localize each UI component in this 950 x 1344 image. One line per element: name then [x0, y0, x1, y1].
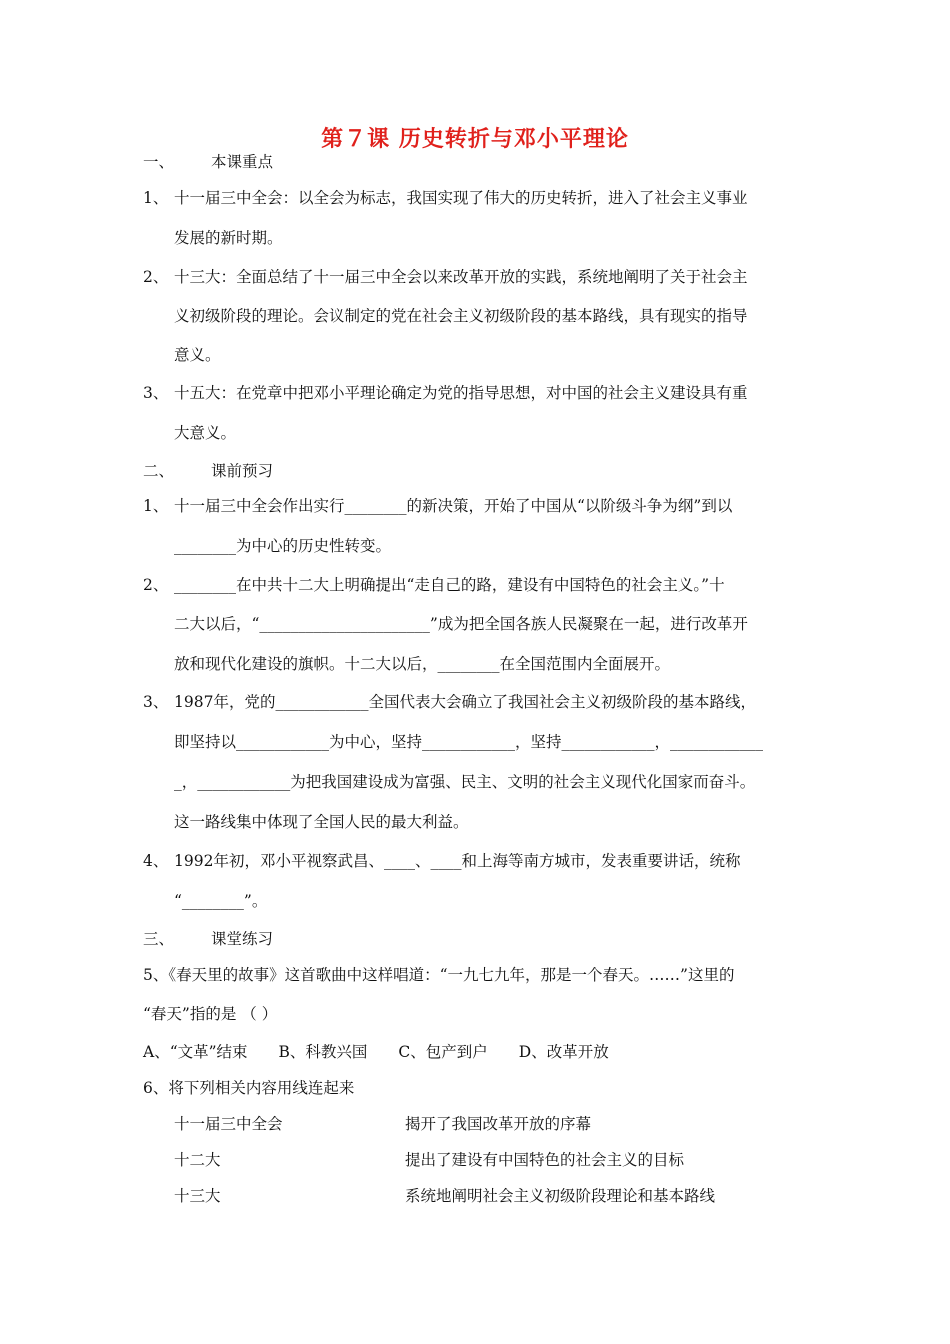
key-point-1-line-1: 1、 十一届三中全会：以全会为标志，我国实现了伟大的历史转折，进入了社会主义事业: [143, 189, 748, 207]
page-title: 第７课 历史转折与邓小平理论: [321, 126, 629, 152]
question-5-line-2: “春天”指的是 （ ）: [143, 1005, 278, 1023]
key-point-1-line-2: 发展的新时期。: [174, 229, 283, 247]
question-5-options: A、“文革”结束 B、科教兴国 C、包产到户 D、改革开放: [143, 1043, 609, 1061]
section-number: 三、: [143, 930, 175, 948]
key-point-2-line-3: 意义。: [174, 346, 221, 364]
key-point-2-line-2: 义初级阶段的理论。会议制定的党在社会主义初级阶段的基本路线，具有现实的指导: [174, 307, 748, 325]
key-point-3-line-2: 大意义。: [174, 424, 237, 442]
section-heading-preview: [143, 461, 273, 481]
preview-3-line-2: 即坚持以____________为中心，坚持____________，坚持____________，____________: [174, 733, 764, 751]
section-number: 一、: [143, 153, 175, 171]
preview-2-line-2: 二大以后，“______________________”成为把全国各族人民凝聚在一起，进行改革开: [174, 615, 748, 633]
question-5-line-1: 5、《春天里的故事》这首歌曲中这样唱道：“一九七九年，那是一个春天。……”这里的: [143, 966, 735, 984]
match-right-3: 系统地阐明社会主义初级阶段理论和基本路线: [405, 1187, 716, 1205]
match-left-1: 十一届三中全会: [174, 1115, 283, 1133]
match-left-3: 十三大: [174, 1187, 221, 1205]
section-label: 课堂练习: [211, 930, 274, 948]
key-point-2-line-1: 2、 十三大：全面总结了十一届三中全会以来改革开放的实践，系统地阐明了关于社会主: [143, 268, 748, 286]
preview-3-line-1: 3、 1987年，党的____________全国代表大会确立了我国社会主义初级阶段的基本路线，: [143, 693, 756, 711]
preview-3-line-4: 这一路线集中体现了全国人民的最大利益。: [174, 813, 469, 831]
match-right-1: 揭开了我国改革开放的序幕: [405, 1115, 592, 1133]
key-point-3-line-1: 3、 十五大：在党章中把邓小平理论确定为党的指导思想，对中国的社会主义建设具有重: [143, 384, 748, 402]
preview-2-line-3: 放和现代化建设的旗帜。十二大以后，________在全国范围内全面展开。: [174, 655, 671, 673]
question-6-title: 6、将下列相关内容用线连起来: [143, 1079, 355, 1097]
section-heading-practice: [143, 929, 273, 949]
preview-3-line-3: _，____________为把我国建设成为富强、民主、文明的社会主义现代化国家而奋斗。: [174, 773, 756, 791]
preview-4-line-1: 4、 1992年初，邓小平视察武昌、____、____和上海等南方城市，发表重要讲话，统称: [143, 852, 741, 870]
section-number: 二、: [143, 462, 175, 480]
section-heading-key-points: [143, 152, 273, 172]
section-label: 本课重点: [211, 153, 274, 171]
match-left-2: 十二大: [174, 1151, 221, 1169]
match-right-2: 提出了建设有中国特色的社会主义的目标: [405, 1151, 685, 1169]
preview-1-line-2: ________为中心的历史性转变。: [174, 537, 392, 555]
preview-1-line-1: 1、 十一届三中全会作出实行________的新决策，开始了中国从“以阶级斗争为纲”到以: [143, 497, 733, 515]
section-label: 课前预习: [211, 462, 274, 480]
preview-4-line-2: “________”。: [174, 892, 268, 910]
preview-2-line-1: 2、 ________在中共十二大上明确提出“走自己的路，建设有中国特色的社会主义。”十: [143, 576, 725, 594]
